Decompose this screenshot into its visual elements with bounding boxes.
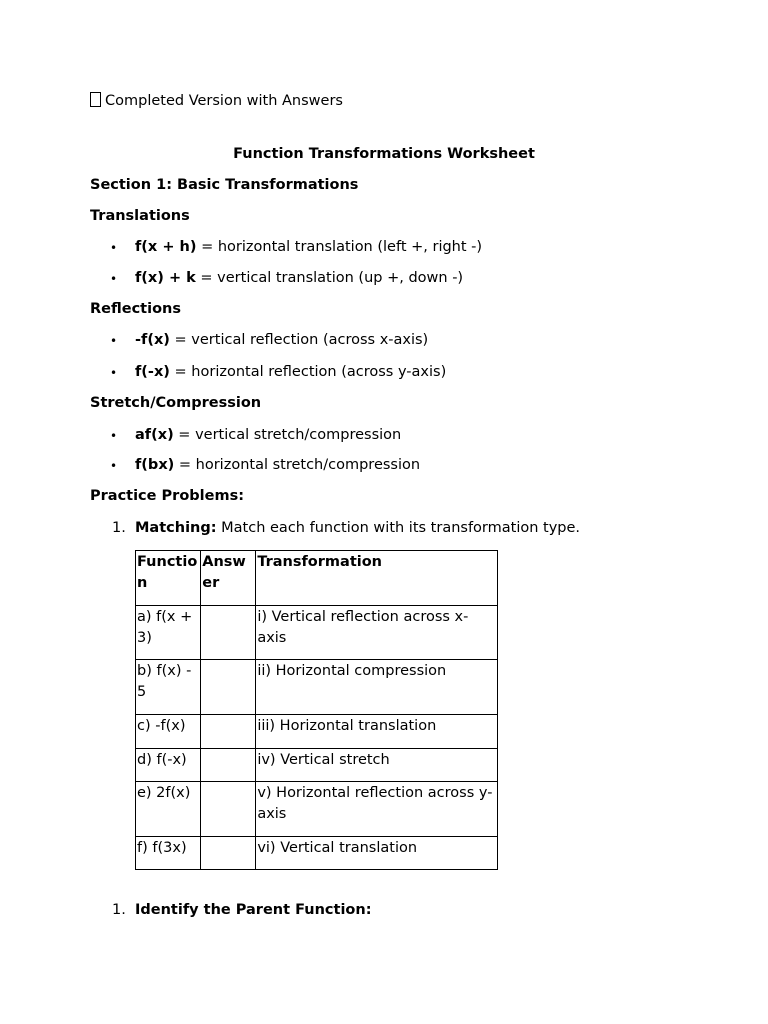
answer-cell[interactable] bbox=[201, 715, 256, 749]
column-header-answer: Answer bbox=[201, 551, 256, 606]
page-title: Function Transformations Worksheet bbox=[233, 146, 535, 162]
table-row bbox=[136, 715, 498, 749]
answer-cell[interactable] bbox=[201, 660, 256, 715]
answer-cell[interactable] bbox=[201, 606, 256, 660]
problem-number: 1. bbox=[112, 902, 126, 918]
reflections-heading: Reflections bbox=[90, 301, 181, 317]
problem-number: 1. bbox=[112, 520, 126, 536]
answer-cell[interactable] bbox=[201, 782, 256, 837]
function-cell: b) f(x) - 5 bbox=[136, 660, 201, 715]
table-row bbox=[136, 837, 498, 870]
function-cell: d) f(-x) bbox=[136, 749, 201, 782]
answer-cell[interactable] bbox=[201, 749, 256, 782]
function-cell: f) f(3x) bbox=[136, 837, 201, 870]
matching-table bbox=[135, 550, 498, 870]
practice-heading: Practice Problems: bbox=[90, 488, 244, 504]
stretch-heading: Stretch/Compression bbox=[90, 395, 262, 411]
bullet-icon: • bbox=[110, 366, 118, 380]
transformation-cell: v) Horizontal reflection across y-axis bbox=[256, 782, 498, 837]
transformation-cell: i) Vertical reflection across x-axis bbox=[256, 606, 498, 660]
bullet-icon: • bbox=[110, 272, 118, 286]
transformation-cell: vi) Vertical translation bbox=[256, 837, 498, 870]
completed-version-note: Completed Version with Answers bbox=[90, 91, 343, 111]
answer-cell[interactable] bbox=[201, 837, 256, 870]
bullet-icon: • bbox=[110, 334, 118, 348]
transformation-cell: iv) Vertical stretch bbox=[256, 749, 498, 782]
function-cell: c) -f(x) bbox=[136, 715, 201, 749]
function-cell: e) 2f(x) bbox=[136, 782, 201, 837]
function-cell: a) f(x + 3) bbox=[136, 606, 201, 660]
transformation-cell: iii) Horizontal translation bbox=[256, 715, 498, 749]
bullet-icon: • bbox=[110, 459, 118, 473]
table-row bbox=[136, 606, 498, 660]
table-row bbox=[136, 749, 498, 782]
section-heading: Section 1: Basic Transformations bbox=[90, 177, 359, 193]
checkbox-icon bbox=[90, 92, 101, 107]
table-header-row bbox=[136, 551, 498, 606]
column-header-transformation: Transformation bbox=[256, 551, 498, 606]
bullet-icon: • bbox=[110, 241, 118, 255]
bullet-icon: • bbox=[110, 429, 118, 443]
translations-heading: Translations bbox=[90, 208, 190, 224]
transformation-cell: ii) Horizontal compression bbox=[256, 660, 498, 715]
table-row bbox=[136, 660, 498, 715]
column-header-function: Function bbox=[136, 551, 201, 606]
table-row bbox=[136, 782, 498, 837]
